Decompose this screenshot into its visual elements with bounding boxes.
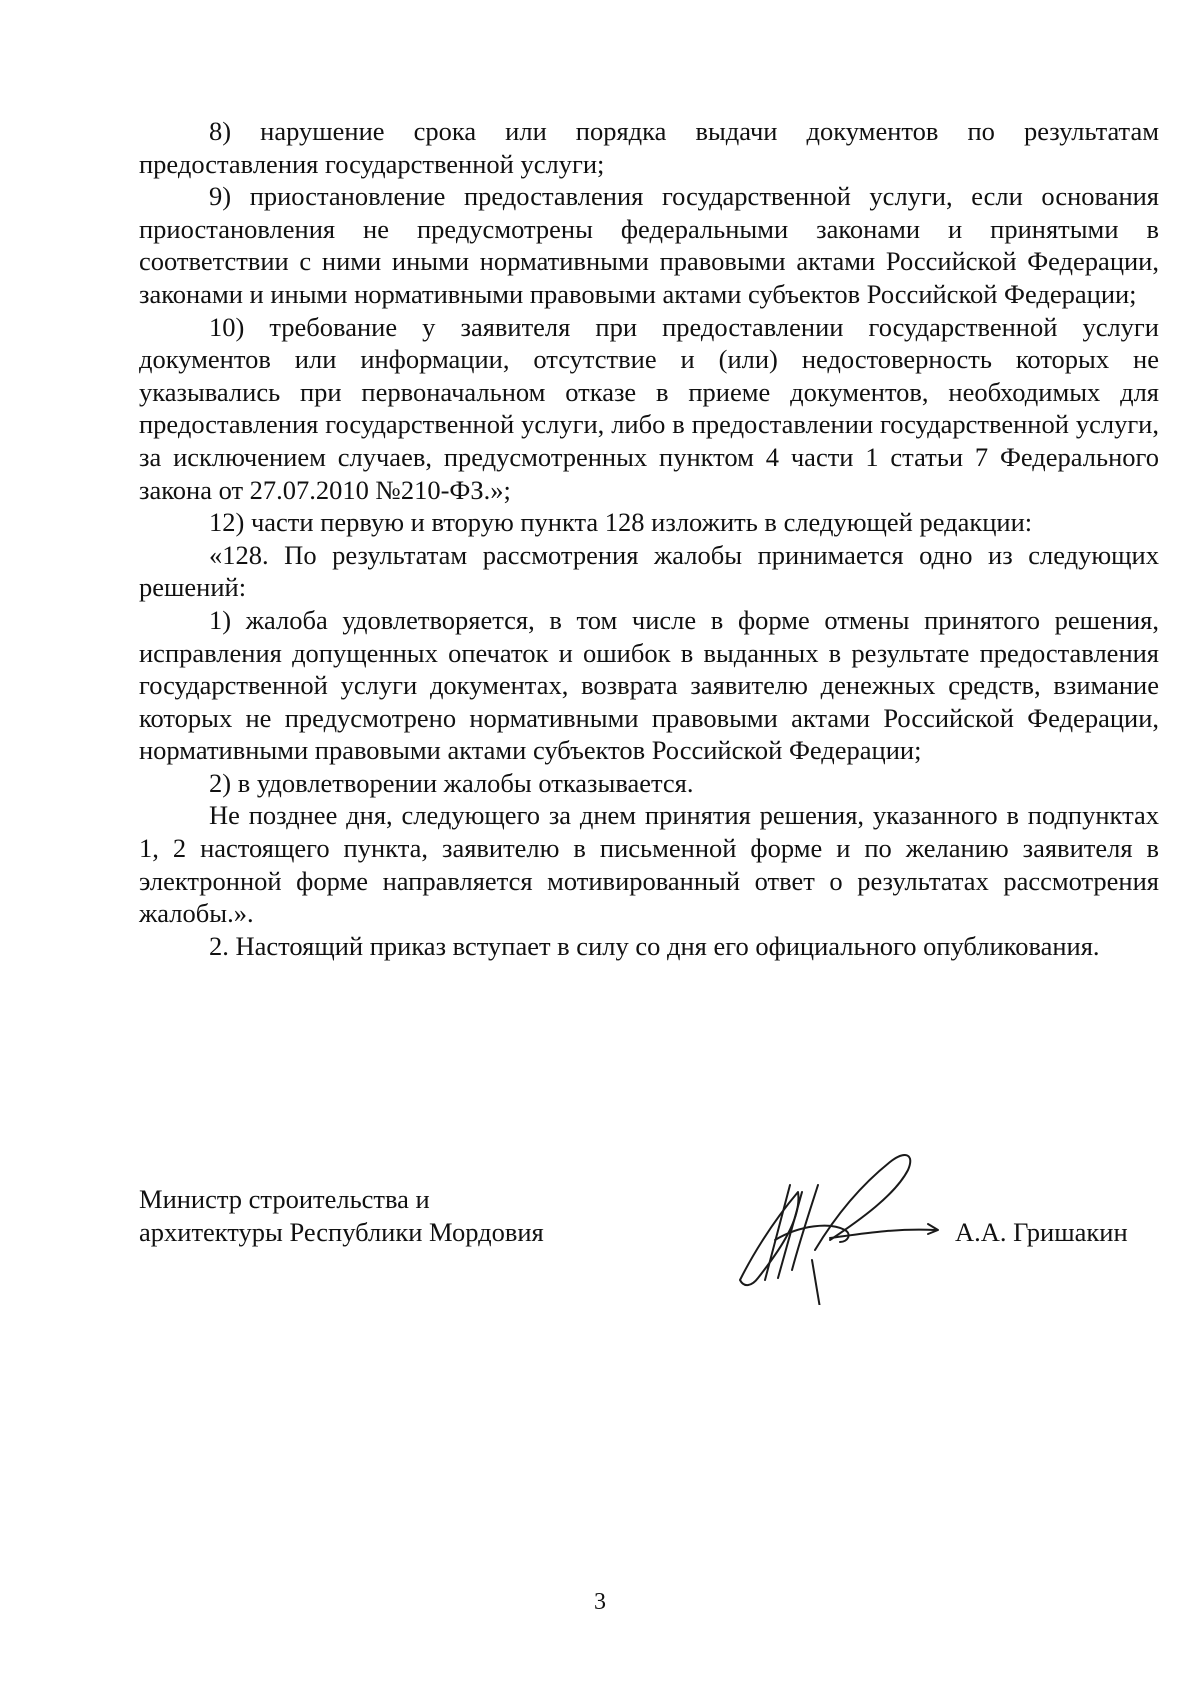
paragraph-item-9: 9) приостановление предоставления государственной услуги, если основания приостановления не предусмотрены федеральными законами и принятыми в соответствии с ними иными нормативными правовыми актами Российской Федерации, законами и иными нормативными правовыми актами субъектов Российской Федерации; [139,181,1159,309]
signatory-position-line-2: архитектуры Республики Мордовия [139,1217,544,1247]
paragraph-item-12: 12) части первую и вторую пункта 128 изложить в следующей редакции: [209,507,1033,538]
page-number: 3 [594,1589,606,1615]
paragraph-item-10: 10) требование у заявителя при предоставлении государственной услуги документов или информации, отсутствие и (или) недостоверность которых не указывались при первоначальном отказе в приеме документов, необходимых для предоставления государственной услуги, либо в предоставлении государственной услуги, за исключением случаев, предусмотренных пунктом 4 части 1 статьи 7 Федерального закона от 27.07.2010 №210-ФЗ.»; [139,311,1159,505]
handwritten-signature [720,1130,950,1305]
paragraph-response-deadline: Не позднее дня, следующего за днем принятия решения, указанного в подпунктах 1, 2 настоящего пункта, заявителю в письменной форме и по желанию заявителя в электронной форме направляется мотивированный ответ о результатах рассмотрения жалобы.». [139,800,1159,929]
paragraph-subitem-1: 1) жалоба удовлетворяется, в том числе в форме отмены принятого решения, исправления допущенных опечаток и ошибок в выданных в результате предоставления государственной услуги документах, возврата заявителю денежных средств, взимание которых не предусмотрено нормативными правовыми актами Российской Федерации, нормативными правовыми актами субъектов Российской Федерации; [139,604,1159,766]
paragraph-clause-128: «128. По результатам рассмотрения жалобы принимается одно из следующих решений: [139,539,1159,603]
signatory-position-line-1: Министр строительства и [139,1184,430,1214]
signatory-position [139,1183,544,1249]
paragraph-effective-date: 2. Настоящий приказ вступает в силу со дня его официального опубликования. [209,930,1100,961]
paragraph-item-8: 8) нарушение срока или порядка выдачи документов по результатам предоставления государственной услуги; [139,116,1159,179]
paragraph-subitem-2: 2) в удовлетворении жалобы отказывается. [209,767,694,798]
signatory-name: А.А. Гришакин [955,1217,1128,1247]
document-body [139,115,1159,962]
